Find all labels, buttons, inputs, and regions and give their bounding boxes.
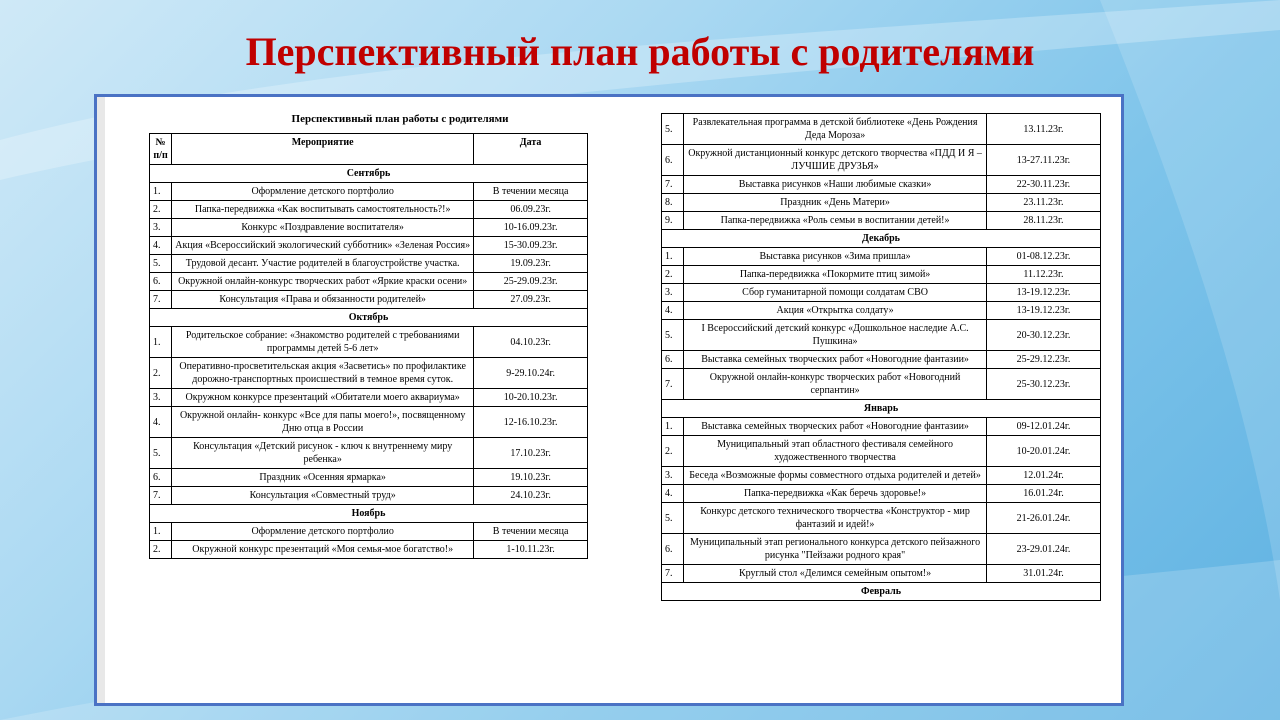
event-name: Трудовой десант. Участие родителей в благоустройстве участка. [172, 255, 474, 273]
row-number: 3. [662, 284, 684, 302]
event-name: Выставка рисунков «Зима пришла» [684, 248, 987, 266]
month-row [662, 400, 1101, 418]
event-date: 24.10.23г. [474, 487, 588, 505]
event-name: Конкурс «Поздравление воспитателя» [172, 219, 474, 237]
event-date: 15-30.09.23г. [474, 237, 588, 255]
row-number: 1. [150, 523, 172, 541]
table-row [150, 523, 588, 541]
event-date: 13-19.12.23г. [986, 302, 1100, 320]
event-date: 21-26.01.24г. [986, 503, 1100, 534]
event-date: 04.10.23г. [474, 327, 588, 358]
table-row [662, 436, 1101, 467]
document-page-left [105, 97, 695, 703]
table-row [662, 114, 1101, 145]
row-number: 7. [662, 176, 684, 194]
row-number: 4. [150, 237, 172, 255]
event-name: Акция «Всероссийский экологический субботник» «Зеленая Россия» [172, 237, 474, 255]
event-date: 12-16.10.23г. [474, 407, 588, 438]
event-name: I Всероссийский детский конкурс «Дошкольное наследие А.С. Пушкина» [684, 320, 987, 351]
event-date: 25-29.12.23г. [986, 351, 1100, 369]
event-name: Окружной дистанционный конкурс детского творчества «ПДД И Я – ЛУЧШИЕ ДРУЗЬЯ» [684, 145, 987, 176]
event-date: 9-29.10.24г. [474, 358, 588, 389]
event-name: Круглый стол «Делимся семейным опытом!» [684, 565, 987, 583]
event-date: 01-08.12.23г. [986, 248, 1100, 266]
event-date: 13.11.23г. [986, 114, 1100, 145]
event-date: 23.11.23г. [986, 194, 1100, 212]
plan-table-left [149, 133, 588, 559]
event-name: Праздник «День Матери» [684, 194, 987, 212]
row-number: 1. [150, 327, 172, 358]
table-row [150, 183, 588, 201]
event-date: 10-16.09.23г. [474, 219, 588, 237]
month-row [150, 309, 588, 327]
month-row [150, 165, 588, 183]
row-number: 3. [150, 389, 172, 407]
table-header-row [150, 134, 588, 165]
row-number: 2. [662, 436, 684, 467]
table-row [150, 237, 588, 255]
plan-table-right [661, 113, 1101, 601]
event-name: Развлекательная программа в детской библиотеке «День Рождения Деда Мороза» [684, 114, 987, 145]
slide-title: Перспективный план работы с родителями [245, 29, 1035, 74]
event-name: Консультация «Права и обязанности родителей» [172, 291, 474, 309]
table-row [662, 176, 1101, 194]
event-name: Папка-передвижка «Роль семьи в воспитании детей!» [684, 212, 987, 230]
table-row [662, 248, 1101, 266]
event-date: 25-29.09.23г. [474, 273, 588, 291]
event-name: Конкурс детского технического творчества «Конструктор - мир фантазий и идей!» [684, 503, 987, 534]
event-name: Окружной онлайн-конкурс творческих работ «Яркие краски осени» [172, 273, 474, 291]
row-number: 4. [662, 485, 684, 503]
event-name: Оформление детского портфолио [172, 523, 474, 541]
event-date: 23-29.01.24г. [986, 534, 1100, 565]
month-label: Сентябрь [150, 165, 588, 183]
row-number: 9. [662, 212, 684, 230]
table-row [662, 369, 1101, 400]
header-date: Дата [474, 134, 588, 165]
event-name: Выставка семейных творческих работ «Новогодние фантазии» [684, 351, 987, 369]
event-date: 12.01.24г. [986, 467, 1100, 485]
table-row [662, 266, 1101, 284]
row-number: 7. [150, 291, 172, 309]
table-row [662, 485, 1101, 503]
table-row [150, 469, 588, 487]
event-date: 06.09.23г. [474, 201, 588, 219]
month-label: Февраль [662, 583, 1101, 601]
event-date: 22-30.11.23г. [986, 176, 1100, 194]
event-date: В течении месяца [474, 183, 588, 201]
table-row [150, 291, 588, 309]
row-number: 5. [662, 503, 684, 534]
event-name: Родительское собрание: «Знакомство родителей с требованиями программы детей 5-6 лет» [172, 327, 474, 358]
table-row [150, 327, 588, 358]
event-name: Выставка рисунков «Наши любимые сказки» [684, 176, 987, 194]
month-label: Октябрь [150, 309, 588, 327]
event-date: 27.09.23г. [474, 291, 588, 309]
event-date: 20-30.12.23г. [986, 320, 1100, 351]
document-frame [94, 94, 1124, 706]
event-date: В течении месяца [474, 523, 588, 541]
row-number: 6. [150, 273, 172, 291]
event-name: Сбор гуманитарной помощи солдатам СВО [684, 284, 987, 302]
event-date: 16.01.24г. [986, 485, 1100, 503]
table-row [150, 438, 588, 469]
month-label: Декабрь [662, 230, 1101, 248]
event-name: Муниципальный этап областного фестиваля семейного художественного творчества [684, 436, 987, 467]
event-name: Папка-передвижка «Как беречь здоровье!» [684, 485, 987, 503]
event-name: Окружной онлайн- конкурс «Все для папы моего!», посвященному Дню отца в России [172, 407, 474, 438]
table-row [150, 487, 588, 505]
event-name: Беседа «Возможные формы совместного отдыха родителей и детей» [684, 467, 987, 485]
row-number: 5. [150, 438, 172, 469]
event-name: Оформление детского портфолио [172, 183, 474, 201]
header-num: № п/п [150, 134, 172, 165]
event-name: Окружной конкурс презентаций «Моя семья-мое богатство!» [172, 541, 474, 559]
event-date: 28.11.23г. [986, 212, 1100, 230]
event-date: 25-30.12.23г. [986, 369, 1100, 400]
table-row [150, 358, 588, 389]
row-number: 8. [662, 194, 684, 212]
row-number: 2. [150, 358, 172, 389]
table-row [662, 320, 1101, 351]
row-number: 4. [662, 302, 684, 320]
event-name: Праздник «Осенняя ярмарка» [172, 469, 474, 487]
row-number: 2. [662, 266, 684, 284]
event-name: Окружном конкурсе презентаций «Обитатели моего аквариума» [172, 389, 474, 407]
event-name: Консультация «Детский рисунок - ключ к внутреннему миру ребенка» [172, 438, 474, 469]
table-row [662, 194, 1101, 212]
event-name: Консультация «Совместный труд» [172, 487, 474, 505]
event-name: Муниципальный этап регионального конкурса детского пейзажного рисунка "Пейзажи родного края" [684, 534, 987, 565]
row-number: 1. [662, 248, 684, 266]
event-name: Выставка семейных творческих работ «Новогодние фантазии» [684, 418, 987, 436]
table-row [662, 212, 1101, 230]
event-name: Акция «Открытка солдату» [684, 302, 987, 320]
event-name: Папка-передвижка «Покормите птиц зимой» [684, 266, 987, 284]
row-number: 1. [150, 183, 172, 201]
event-name: Оперативно-просветительская акция «Засветись» по профилактике дорожно-транспортных происшествий в темное время суток. [172, 358, 474, 389]
month-label: Ноябрь [150, 505, 588, 523]
document-page-right [615, 97, 1121, 703]
row-number: 1. [662, 418, 684, 436]
event-date: 10-20.10.23г. [474, 389, 588, 407]
table-row [662, 351, 1101, 369]
row-number: 3. [150, 219, 172, 237]
event-date: 13-19.12.23г. [986, 284, 1100, 302]
table-row [662, 467, 1101, 485]
table-row [150, 541, 588, 559]
month-label: Январь [662, 400, 1101, 418]
event-date: 31.01.24г. [986, 565, 1100, 583]
table-row [662, 565, 1101, 583]
row-number: 5. [662, 320, 684, 351]
row-number: 7. [662, 565, 684, 583]
table-row [662, 284, 1101, 302]
row-number: 2. [150, 201, 172, 219]
row-number: 6. [662, 534, 684, 565]
table-row [662, 302, 1101, 320]
row-number: 5. [662, 114, 684, 145]
table-row [662, 503, 1101, 534]
month-row [662, 230, 1101, 248]
header-event: Мероприятие [172, 134, 474, 165]
table-row [662, 145, 1101, 176]
event-date: 13-27.11.23г. [986, 145, 1100, 176]
table-row [150, 273, 588, 291]
month-row [150, 505, 588, 523]
event-date: 11.12.23г. [986, 266, 1100, 284]
row-number: 6. [662, 351, 684, 369]
event-date: 19.09.23г. [474, 255, 588, 273]
row-number: 2. [150, 541, 172, 559]
event-date: 17.10.23г. [474, 438, 588, 469]
event-date: 19.10.23г. [474, 469, 588, 487]
row-number: 3. [662, 467, 684, 485]
row-number: 6. [662, 145, 684, 176]
month-row [662, 583, 1101, 601]
table-row [150, 219, 588, 237]
table-row [150, 255, 588, 273]
event-date: 10-20.01.24г. [986, 436, 1100, 467]
event-date: 1-10.11.23г. [474, 541, 588, 559]
table-row [662, 534, 1101, 565]
table-row [662, 418, 1101, 436]
event-name: Окружной онлайн-конкурс творческих работ «Новогодний серпантин» [684, 369, 987, 400]
table-row [150, 389, 588, 407]
row-number: 4. [150, 407, 172, 438]
table-row [150, 407, 588, 438]
row-number: 5. [150, 255, 172, 273]
row-number: 7. [150, 487, 172, 505]
row-number: 7. [662, 369, 684, 400]
document-heading: Перспективный план работы с родителями [291, 113, 509, 125]
event-name: Папка-передвижка «Как воспитывать самостоятельность?!» [172, 201, 474, 219]
row-number: 6. [150, 469, 172, 487]
event-date: 09-12.01.24г. [986, 418, 1100, 436]
table-row [150, 201, 588, 219]
